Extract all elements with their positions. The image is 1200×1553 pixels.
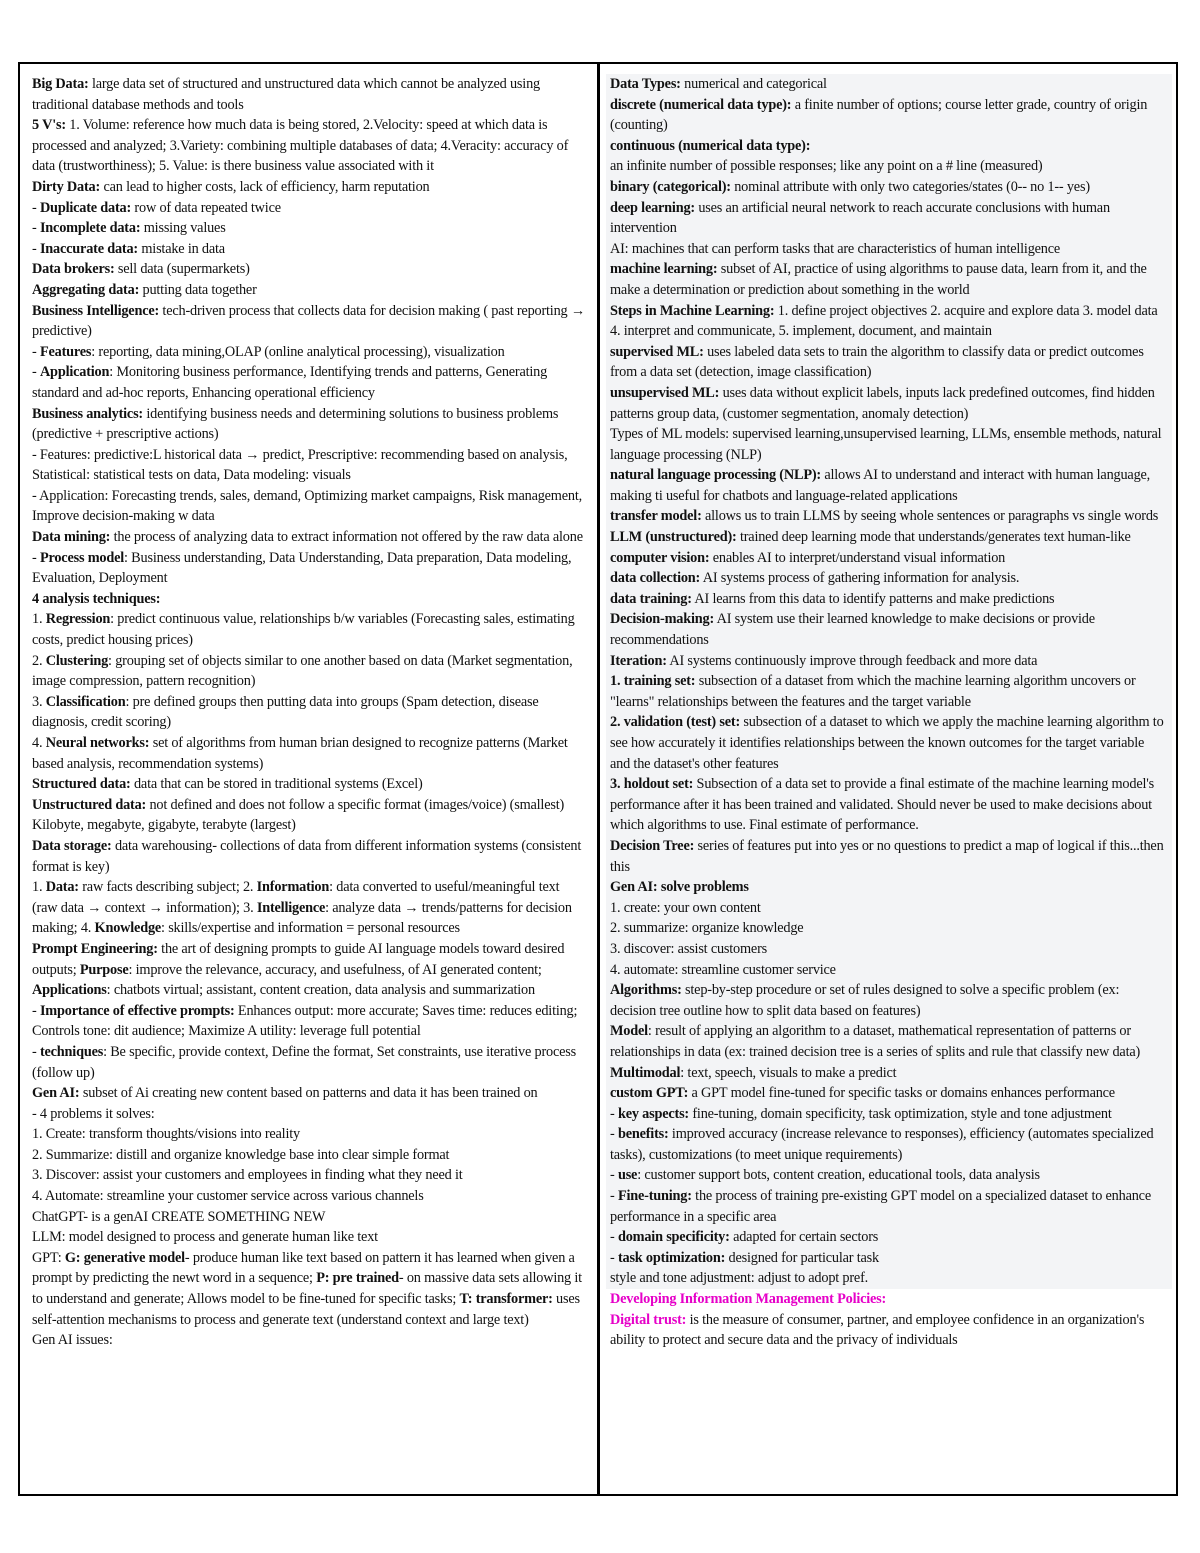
note-entry [610,774,1166,836]
term-label: computer vision: [610,549,710,566]
note-entry [32,836,587,877]
term-text: set of algorithms from human brian designed to recognize patterns (Market based analysis, recommendation systems) [32,735,568,772]
term-text: sell data (supermarkets) [114,261,250,278]
note-entry [32,404,587,445]
term-label: natural language processing (NLP): [610,467,821,484]
note-entry [32,589,587,610]
note-entry [32,486,587,527]
note-entry [32,609,587,650]
term-text: Subsection of a data set to provide a final estimate of the machine learning model's performance after it has been trained and validated. Should never be used to make decisions about which algorithms to use. Final estimate of performance. [610,776,1154,834]
term-label: deep learning: [610,199,695,216]
note-entry [610,651,1166,672]
note-entry [32,1124,587,1145]
term-text: uses data without explicit labels, inputs lack predefined outcomes, find hidden patterns group data, (customer segmentation, anomaly detection) [610,384,1155,422]
term-text: subset of AI, practice of using algorithms to pause data, learn from it, and the make a determination or prediction about something in the world [610,261,1147,298]
note-entry [610,136,1166,157]
term-text: : text, speech, visuals to make a predict [680,1064,897,1081]
note-entry [32,548,587,589]
note-entry [610,506,1166,527]
term-text: - produce human like text based on pattern it has learned when given a prompt by predicting the newt word in a sequence; [32,1249,575,1287]
term-text: nominal attribute with only two categories/states (0-- no 1-- yes) [730,178,1090,195]
term-text: can lead to higher costs, lack of efficiency, harm reputation [100,178,430,195]
note-entry [610,465,1166,506]
term-text: uses an artificial neural network to reach accurate conclusions with human intervention [610,199,1110,237]
note-entry [32,115,587,177]
term-text: - [610,1249,618,1266]
note-entry [32,1001,587,1042]
term-text: : Business understanding, Data Understanding, Data preparation, Data modeling, Evaluation, Deployment [32,549,572,587]
note-entry [610,177,1166,198]
term-text: 2. [32,652,46,669]
note-entry [32,362,587,403]
note-entry [32,692,587,733]
term-text: uses labeled data sets to train the algorithm to classify data or predict outcomes from a data set (detection, image classification) [610,343,1144,381]
term-text: AI: machines that can perform tasks that are characteristics of human intelligence [610,240,1061,257]
right-column-footer [610,1289,1166,1351]
term-label: Decision-making: [610,611,715,628]
term-text: : result of applying an algorithm to a dataset, mathematical representation of patterns or relationships in data (ex: trained decision tree is a series of splits and rule that classify new data) [610,1023,1141,1060]
note-entry [610,548,1166,569]
note-entry [610,1104,1166,1125]
note-entry [610,1124,1166,1165]
term-text: 1. create: your own content [610,899,761,916]
note-entry [32,198,587,219]
note-entry [32,1145,587,1166]
note-entry [610,939,1166,960]
term-label: LLM (unstructured): [610,529,737,546]
term-text: raw facts describing subject; 2. [78,879,257,896]
note-entry [32,1104,587,1125]
term-label: Data: [45,879,79,896]
term-label: Steps in Machine Learning: [610,302,775,319]
note-entry [32,651,587,692]
note-entry [610,980,1166,1021]
note-entry [610,239,1166,260]
note-entry [32,1083,587,1104]
highlight-heading: Developing Information Management Policies: [610,1291,887,1308]
term-label: Classification [45,693,126,710]
term-label: Duplicate data: [39,199,132,216]
term-text: Types of ML models: supervised learning,unsupervised learning, LLMs, ensemble methods, natural language processing (NLP) [610,426,1162,463]
note-entry [32,1330,587,1351]
term-label: use [617,1167,638,1184]
term-label: Big Data: [32,76,89,92]
term-text: - Features: predictive:L historical data → predict, Prescriptive: recommending based on analysis, Statistical: statistical tests on data, Data modeling: visuals [32,446,568,484]
term-text: - [32,364,40,381]
note-entry [610,1186,1166,1227]
term-text: tech-driven process that collects data for decision making ( past reporting → predictive) [32,302,585,340]
term-label: Structured data: [32,776,131,793]
note-entry [610,1021,1166,1062]
term-label: 2. validation (test) set: [610,714,741,731]
note-entry [32,1248,587,1330]
note-entry [32,774,587,795]
term-text: GPT: [32,1249,65,1266]
term-text: - 4 problems it solves: [32,1105,155,1122]
term-text: - [32,199,40,216]
term-text: : pre defined groups then putting data into groups (Spam detection, disease diagnosis, credit scoring) [32,693,539,731]
note-entry [610,383,1166,424]
note-entry [610,960,1166,981]
note-entry [32,527,587,548]
term-label: Model [610,1023,648,1040]
term-label: task optimization: [617,1249,726,1266]
note-entry [610,424,1166,465]
term-label: Unstructured data: [32,796,147,813]
term-text: 4. Automate: streamline your customer service across various channels [32,1188,424,1205]
term-text: Enhances output: more accurate; Saves time: reduces editing; Controls tone: dit audience; Maximize A utility: leverage full potential [32,1002,578,1040]
note-entry [610,301,1166,342]
note-entry [610,1268,1166,1289]
note-entry [610,671,1166,712]
term-text: fine-tuning, domain specificity, task optimization, style and tone adjustment [689,1105,1112,1122]
term-text: ChatGPT- is a genAI CREATE SOMETHING NEW [32,1208,326,1225]
term-text: improved accuracy (increase relevance to responses), efficiency (automates specialized tasks), customizations (to meet unique requirements) [610,1126,1154,1163]
term-text: 2. Summarize: distill and organize knowledge base into clear simple format [32,1146,450,1163]
term-text: uses self-attention mechanisms to process and generate text (understand context and large text) [32,1291,580,1328]
term-label: Business Intelligence: [32,302,160,319]
term-label: Multimodal [610,1064,681,1081]
term-text: subsection of a dataset to which we apply the machine learning algorithm to see how accurately it identifies relationships between the known outcomes for the target variable and the dataset's other features [610,714,1164,772]
term-label: key aspects: [617,1105,689,1122]
term-label: Fine-tuning: [617,1188,692,1205]
note-entry [32,1207,587,1228]
term-text: - [610,1188,618,1205]
term-text: LLM: model designed to process and generate human like text [32,1229,378,1246]
term-text: data warehousing- collections of data from different information systems (consistent format is key) [32,837,582,875]
note-entry [32,259,587,280]
note-entry [32,74,587,115]
term-label: supervised ML: [610,343,704,360]
note-entry [32,301,587,342]
term-label: G: generative model [64,1249,185,1266]
term-label: Gen AI: [32,1085,80,1102]
term-text: adapted for certain sectors [729,1229,879,1246]
note-entry [610,1083,1166,1104]
term-text: - [610,1105,618,1122]
term-text: mistake in data [138,240,225,257]
term-label: Intelligence [256,899,326,916]
term-text: step-by-step procedure or set of rules designed to solve a specific problem (ex: decision tree outline how to split data based on features) [610,982,1120,1019]
term-label: custom GPT: [610,1085,689,1102]
note-entry [610,156,1166,177]
note-entry [610,712,1166,774]
note-entry [32,177,587,198]
term-text: the art of designing prompts to guide AI language models toward desired outputs; [32,940,565,978]
term-text: large data set of structured and unstructured data which cannot be analyzed using traditional database methods and tools [32,76,540,113]
term-text: 2. summarize: organize knowledge [610,920,804,937]
term-text: - [32,1043,40,1060]
term-label: Data brokers: [32,261,115,278]
term-text: allows AI to understand and interact with human language, making ti useful for chatbots and language-related applications [610,467,1151,504]
note-entry [610,1289,1166,1310]
note-entry [32,877,587,939]
term-label: Incomplete data: [39,220,141,237]
term-label: Data storage: [32,837,112,854]
term-text: series of features put into yes or no questions to predict a map of logical if this...then this [610,837,1164,875]
term-text: : improve the relevance, accuracy, and usefulness, of AI generated content; [128,961,542,978]
term-text: 1. [32,611,46,628]
term-text: not defined and does not follow a specific format (images/voice) (smallest) Kilobyte, megabyte, gigabyte, terabyte (largest) [32,796,565,834]
note-entry [32,1042,587,1083]
term-text: - [32,220,40,237]
term-text: 1. [32,879,46,896]
term-text: missing values [140,220,226,237]
term-label: Process model [39,549,125,566]
term-text: - [610,1126,618,1143]
term-text: data that can be stored in traditional systems (Excel) [130,776,423,793]
term-label: data collection: [610,570,701,587]
term-text: the process of training pre-existing GPT model on a specialized dataset to enhance performance in a specific area [610,1188,1151,1225]
term-label: Features [39,343,92,360]
term-label: Regression [45,611,111,628]
term-label: Purpose [79,961,129,978]
term-text: : skills/expertise and information = personal resources [161,920,460,937]
term-label: Algorithms: [610,982,682,999]
note-entry [610,1063,1166,1084]
term-label: benefits: [617,1126,669,1143]
term-label: discrete (numerical data type): [610,96,792,113]
term-label: Neural networks: [45,735,150,751]
right-column-shaded-block [606,74,1172,1289]
right-column [600,64,1176,1494]
term-text: putting data together [139,281,257,298]
term-label: machine learning: [610,261,718,278]
note-entry [32,733,587,774]
term-text: 3. discover: assist customers [610,940,768,957]
term-text: - Application: Forecasting trends, sales, demand, Optimizing market campaigns, Risk management, Improve decision-making w data [32,487,582,525]
note-entry [32,445,587,486]
term-text: : reporting, data mining,OLAP (online analytical processing), visualization [91,343,505,360]
term-label: Business analytics: [32,405,143,422]
note-entry [610,74,1166,95]
term-text: - [32,240,40,257]
term-text: : Be specific, provide context, Define the format, Set constraints, use iterative process (follow up) [32,1043,576,1081]
term-label: binary (categorical): [610,178,731,195]
term-label: techniques [39,1043,104,1060]
note-entry [32,1165,587,1186]
note-entry [610,259,1166,300]
term-label: Importance of effective prompts: [39,1002,235,1019]
note-entry [610,568,1166,589]
term-text: : grouping set of objects similar to one another based on data (Market segmentation, image compression, pattern recognition) [32,652,573,690]
note-entry [610,589,1166,610]
term-label: 4 analysis techniques: [32,590,161,607]
term-text: AI system use their learned knowledge to make decisions or provide recommendations [610,611,1095,649]
term-text: subset of Ai creating new content based on patterns and data it has been trained on [79,1085,538,1102]
term-text: - [32,549,40,566]
term-text: designed for particular task [725,1249,879,1266]
term-text: 4. [32,735,46,751]
term-text: : analyze data → trends/patterns for decision making; 4. [32,899,572,937]
term-label: domain specificity: [617,1229,730,1246]
term-text: subsection of a dataset from which the machine learning algorithm uncovers or "learns" relationships between the features and the target variable [610,673,1136,710]
note-entry [32,342,587,363]
term-label: Prompt Engineering: [32,940,158,957]
term-label: 5 V's: [32,117,66,134]
term-label: Decision Tree: [610,837,695,854]
term-label: Data mining: [32,529,111,546]
term-text: AI systems continuously improve through feedback and more data [666,652,1038,669]
note-entry [32,218,587,239]
note-entry [32,239,587,260]
term-text: a GPT model fine-tuned for specific tasks or domains enhances performance [688,1085,1115,1102]
note-entry [610,198,1166,239]
note-entry [610,918,1166,939]
note-entry [610,1227,1166,1248]
term-text: - [32,1002,40,1019]
term-text: : chatbots virtual; assistant, content creation, data analysis and summarization [106,982,535,999]
note-entry [610,898,1166,919]
term-label: Information [256,879,330,896]
term-label: Application [39,364,110,381]
term-text: : customer support bots, content creation, educational tools, data analysis [637,1167,1040,1184]
term-text: identifying business needs and determining solutions to business problems (predictive + prescriptive actions) [32,405,559,443]
term-label: 1. training set: [610,673,696,690]
note-entry [32,939,587,1001]
term-text: - [32,343,40,360]
term-text: style and tone adjustment: adjust to adopt pref. [610,1270,869,1287]
highlight-heading: Digital trust: [610,1311,687,1328]
term-label: Dirty Data: [32,178,101,195]
term-text: row of data repeated twice [131,199,281,216]
term-text: a finite number of options; course letter grade, country of origin (counting) [610,96,1148,134]
note-entry [610,95,1166,136]
term-text: allows us to train LLMS by seeing whole sentences or paragraphs vs single words [701,508,1159,525]
term-label: Aggregating data: [32,281,140,298]
term-text: - [610,1229,618,1246]
term-text: 1. Volume: reference how much data is being stored, 2.Velocity: speed at which data is processed and analyzed; 3.Variety: combining multiple databases of data; 4.Veracity: accuracy of data (trustworthiness); 5. Value: is there business value associated with it [32,117,569,175]
term-text: 3. Discover: assist your customers and employees in finding what they need it [32,1167,463,1184]
term-label: P: pre trained [316,1270,399,1287]
term-label: Clustering [45,652,109,669]
notes-sheet [18,62,1178,1496]
term-text: an infinite number of possible responses; like any point on a # line (measured) [610,158,1043,175]
term-label: Iteration: [610,652,667,669]
term-text: 4. automate: streamline customer service [610,961,836,978]
term-text: : predict continuous value, relationships b/w variables (Forecasting sales, estimating costs, predict housing prices) [32,611,575,649]
term-text: 1. define project objectives 2. acquire and explore data 3. model data 4. interpret and communicate, 5. implement, document, and maintain [610,302,1158,340]
note-entry [610,1310,1166,1351]
note-entry [610,527,1166,548]
term-text: trained deep learning mode that understands/generates text human-like [736,529,1131,546]
term-label: continuous (numerical data type): [610,137,811,154]
term-text: - on massive data sets allowing it to understand and generate; Allows model to be fine-tuned for specific tasks; [32,1270,582,1308]
term-text: AI systems process of gathering information for analysis. [700,570,1020,587]
term-label: data training: [610,590,692,607]
term-label: Data Types: [610,76,681,92]
note-entry [610,342,1166,383]
term-text: 1. Create: transform thoughts/visions into reality [32,1126,300,1143]
term-text: Gen AI issues: [32,1332,113,1349]
term-label: 3. holdout set: [610,776,694,793]
term-label: transfer model: [610,508,702,525]
term-label: unsupervised ML: [610,384,720,401]
term-text: : Monitoring business performance, Identifying trends and patterns, Generating standard and ad-hoc reports, Enhancing operational efficiency [32,364,548,401]
note-entry [32,280,587,301]
term-text: numerical and categorical [680,76,827,92]
note-entry [32,1186,587,1207]
term-text: is the measure of consumer, partner, and employee confidence in an organization's ability to protect and secure data and the privacy of individuals [610,1311,1145,1349]
term-text: 3. [32,693,46,710]
note-entry [32,1227,587,1248]
term-label: Inaccurate data: [39,240,138,257]
term-label: Applications [32,982,107,999]
left-column [20,64,600,1494]
term-text: AI learns from this data to identify patterns and make predictions [691,590,1055,607]
term-label: Knowledge [94,920,162,937]
note-entry [610,1248,1166,1269]
term-text: - [610,1167,618,1184]
note-entry [32,795,587,836]
note-entry [610,836,1166,877]
note-entry [610,1165,1166,1186]
term-label: T: transformer: [459,1291,553,1308]
term-label: Gen AI: solve problems [610,879,749,896]
term-text: enables AI to interpret/understand visual information [709,549,1006,566]
note-entry [610,609,1166,650]
note-entry [610,877,1166,898]
term-text: : data converted to useful/meaningful text (raw data → context → information); 3. [32,879,560,916]
term-text: the process of analyzing data to extract information not offered by the raw data alone [110,529,583,546]
